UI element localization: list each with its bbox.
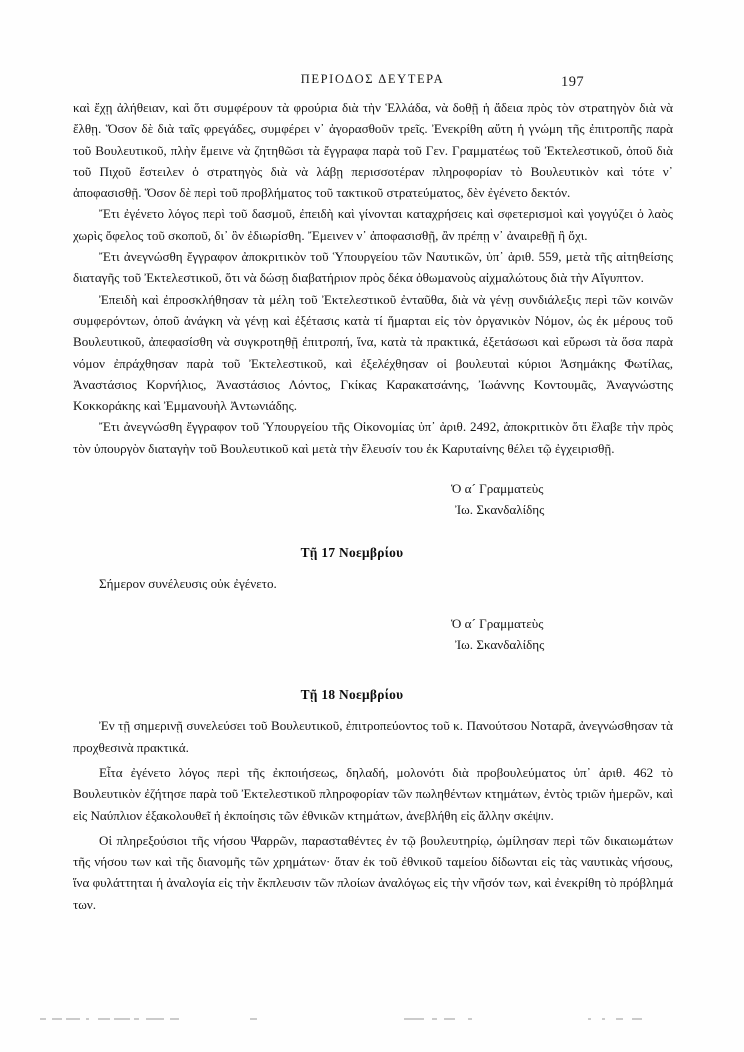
paragraph: Εἶτα ἐγένετο λόγος περὶ τῆς ἐκποιήσεως, δηλαδή, μολονότι διὰ προβουλεύματος ὑπ᾽ ἀριθ. 462 τὸ Βουλευτικὸν ἐζήτησε παρὰ τοῦ Ἐκτελεστικοῦ πληροφορίαν τῶν πωληθέντων κτημάτων, ἐντὸς τριῶν ἡμερῶν, καὶ εἰς Ναύπλιον ἐξακολουθεῖ ἡ ἐκποίησις τῶν ἐθνικῶν κτημάτων, ἀνεβλήθη εἰς ἄλλην σκέψιν.	[73, 764, 673, 823]
page-number: 197	[561, 74, 584, 90]
signature-block	[73, 614, 673, 655]
signature-block	[73, 479, 673, 520]
signature-name: Ἰω. Σκανδαλίδης	[455, 501, 545, 517]
scan-artifact-row	[0, 1015, 744, 1023]
signature-title: Ὁ α´ Γραμματεὺς	[451, 481, 544, 497]
paragraph: Ἔτι ἀνεγνώσθη ἔγγραφον τοῦ Ὑπουργείου τῆς Οἰκονομίας ὑπ᾽ ἀριθ. 2492, ἀποκριτικὸν ὅτι ἔλαβε τὴν πρὸς τὸν ὑπουργὸν διαταγὴν τοῦ Βουλευτικοῦ καὶ μετὰ τὴν ἔλευσίν του ἐκ Καρυταίνης θέλει τῷ ἐγχειρισθῇ.	[73, 419, 673, 456]
running-head-title: ΠΕΡΙΟΔΟΣ ΔΕΥΤΕΡΑ	[300, 72, 445, 86]
text-column	[73, 97, 673, 915]
paragraph: Ἔτι ἀνεγνώσθη ἔγγραφον ἀποκριτικὸν τοῦ Ὑπουργείου τῶν Ναυτικῶν, ὑπ᾽ ἀριθ. 559, μετὰ τῆς αἰτηθείσης διαταγῆς τοῦ Ἐκτελεστικοῦ, ὅτι νὰ δώσῃ διαβατήριον πρὸς δέκα ὀθωμανοὺς αἰχμαλώτους διὰ τὴν Αἴγυπτον.	[73, 249, 673, 286]
session-heading-18: Τῇ 18 Νοεμβρίου	[300, 687, 404, 703]
signature-name: Ἰω. Σκανδαλίδης	[455, 636, 545, 652]
paragraph: καὶ ἔχῃ ἀλήθειαν, καὶ ὅτι συμφέρουν τὰ φρούρια διὰ τὴν Ἑλλάδα, νὰ δοθῇ ἡ ἄδεια πρὸς τὸν στρατηγὸν διὰ νὰ ἔλθῃ. Ὅσον δὲ διὰ ταῖς φρεγάδες, συμφέρει ν᾽ ἀγορασθοῦν τρεῖς. Ἐνεκρίθη αὕτη ἡ γνώμη τῆς ἐπιτροπῆς παρὰ τοῦ Βουλευτικοῦ, πλὴν ἔμεινε νὰ ζητηθῶσι τὰ ἔγγραφα παρὰ τοῦ Γεν. Γραμματέως τοῦ Ἐκτελεστικοῦ, ὁποῦ διὰ τοῦ Πιχοῦ ἔστειλεν ὁ στρατηγὸς διὰ νὰ λάβῃ περισσοτέραν πληροφορίαν τὸ Βουλευτικὸν καὶ τότε ν᾽ ἀποφασισθῇ. Ὅσον δὲ περὶ τοῦ προβλήματος τοῦ τακτικοῦ στρατεύματος, δὲν ἐγένετο δεκτόν.	[73, 100, 673, 201]
running-head	[73, 72, 672, 90]
paragraph: Σήμερον συνέλευσις οὐκ ἐγένετο.	[99, 576, 277, 592]
session-heading-17: Τῇ 17 Νοεμβρίου	[300, 545, 404, 561]
paragraph: Ἔτι ἐγένετο λόγος περὶ τοῦ δασμοῦ, ἐπειδὴ καὶ γίνονται καταχρήσεις καὶ σφετερισμοὶ καὶ γογγύζει ὁ λαὸς χωρὶς ὄφελος τοῦ σκοποῦ, δι᾽ ὃν ἐδιωρίσθη. Ἔμεινεν ν᾽ ἀποφασισθῇ, ἂν πρέπῃ ν᾽ ἀναιρεθῇ ἢ ὄχι.	[73, 206, 673, 243]
signature-title: Ὁ α´ Γραμματεὺς	[451, 616, 544, 632]
paragraph: Οἱ πληρεξούσιοι τῆς νήσου Ψαρρῶν, παρασταθέντες ἐν τῷ βουλευτηρίῳ, ὡμίλησαν περὶ τῶν δικαιωμάτων τῆς νήσου των καὶ τῆς διανομῆς τῶν χρημάτων· ὅταν ἐκ τοῦ ἐθνικοῦ ταμείου δίδωνται εἰς τὰς ναυτικὰς νήσους, ἵνα φυλάττηται ἡ ἀναλογία εἰς τὴν ἔκπλευσιν τῶν πλοίων ἀναλόγως εἰς τὴν νῆσόν των, καὶ ἐνεκρίθη τὸ πρόβλημά των.	[73, 832, 673, 912]
paragraph: Ἐπειδὴ καὶ ἐπροσκλήθησαν τὰ μέλη τοῦ Ἐκτελεστικοῦ ἐνταῦθα, διὰ νὰ γένῃ συνδιάλεξις περὶ τῶν κοινῶν συμφερόντων, ὁποῦ ἀνάγκη νὰ γένῃ καὶ ἐξέτασις κατὰ τί ἥμαρται εἰς τὸν ὀργανικὸν Νόμον, ὡς ἐκ μέρους τοῦ Βουλευτικοῦ, ἀπεφασίσθη νὰ συγκροτηθῇ ἐπιτροπή, ἵνα, κατὰ τὰ πρακτικά, ἐξετάσωσι καὶ εὕρωσι τὰ ὅσα παρὰ νόμον ἐπράχθησαν παρὰ τοῦ Ἐκτελεστικοῦ, καὶ ἐξελέχθησαν οἱ βουλευταὶ κύριοι Ἀσημάκης Φωτίλας, Ἀναστάσιος Κορνήλιος, Ἀναστάσιος Λόντος, Γκίκας Καρακατσάνης, Ἰωάννης Κοντουμᾶς, Ἀναγνώστης Κοκκοράκης καὶ Ἐμμανουὴλ Ἀντωνιάδης.	[73, 291, 673, 414]
paragraph: Ἐν τῇ σημερινῇ συνελεύσει τοῦ Βουλευτικοῦ, ἐπιτροπεύοντος τοῦ κ. Πανούτσου Νοταρᾶ, ἀνεγνώσθησαν τὰ προχθεσινὰ πρακτικά.	[73, 718, 673, 755]
